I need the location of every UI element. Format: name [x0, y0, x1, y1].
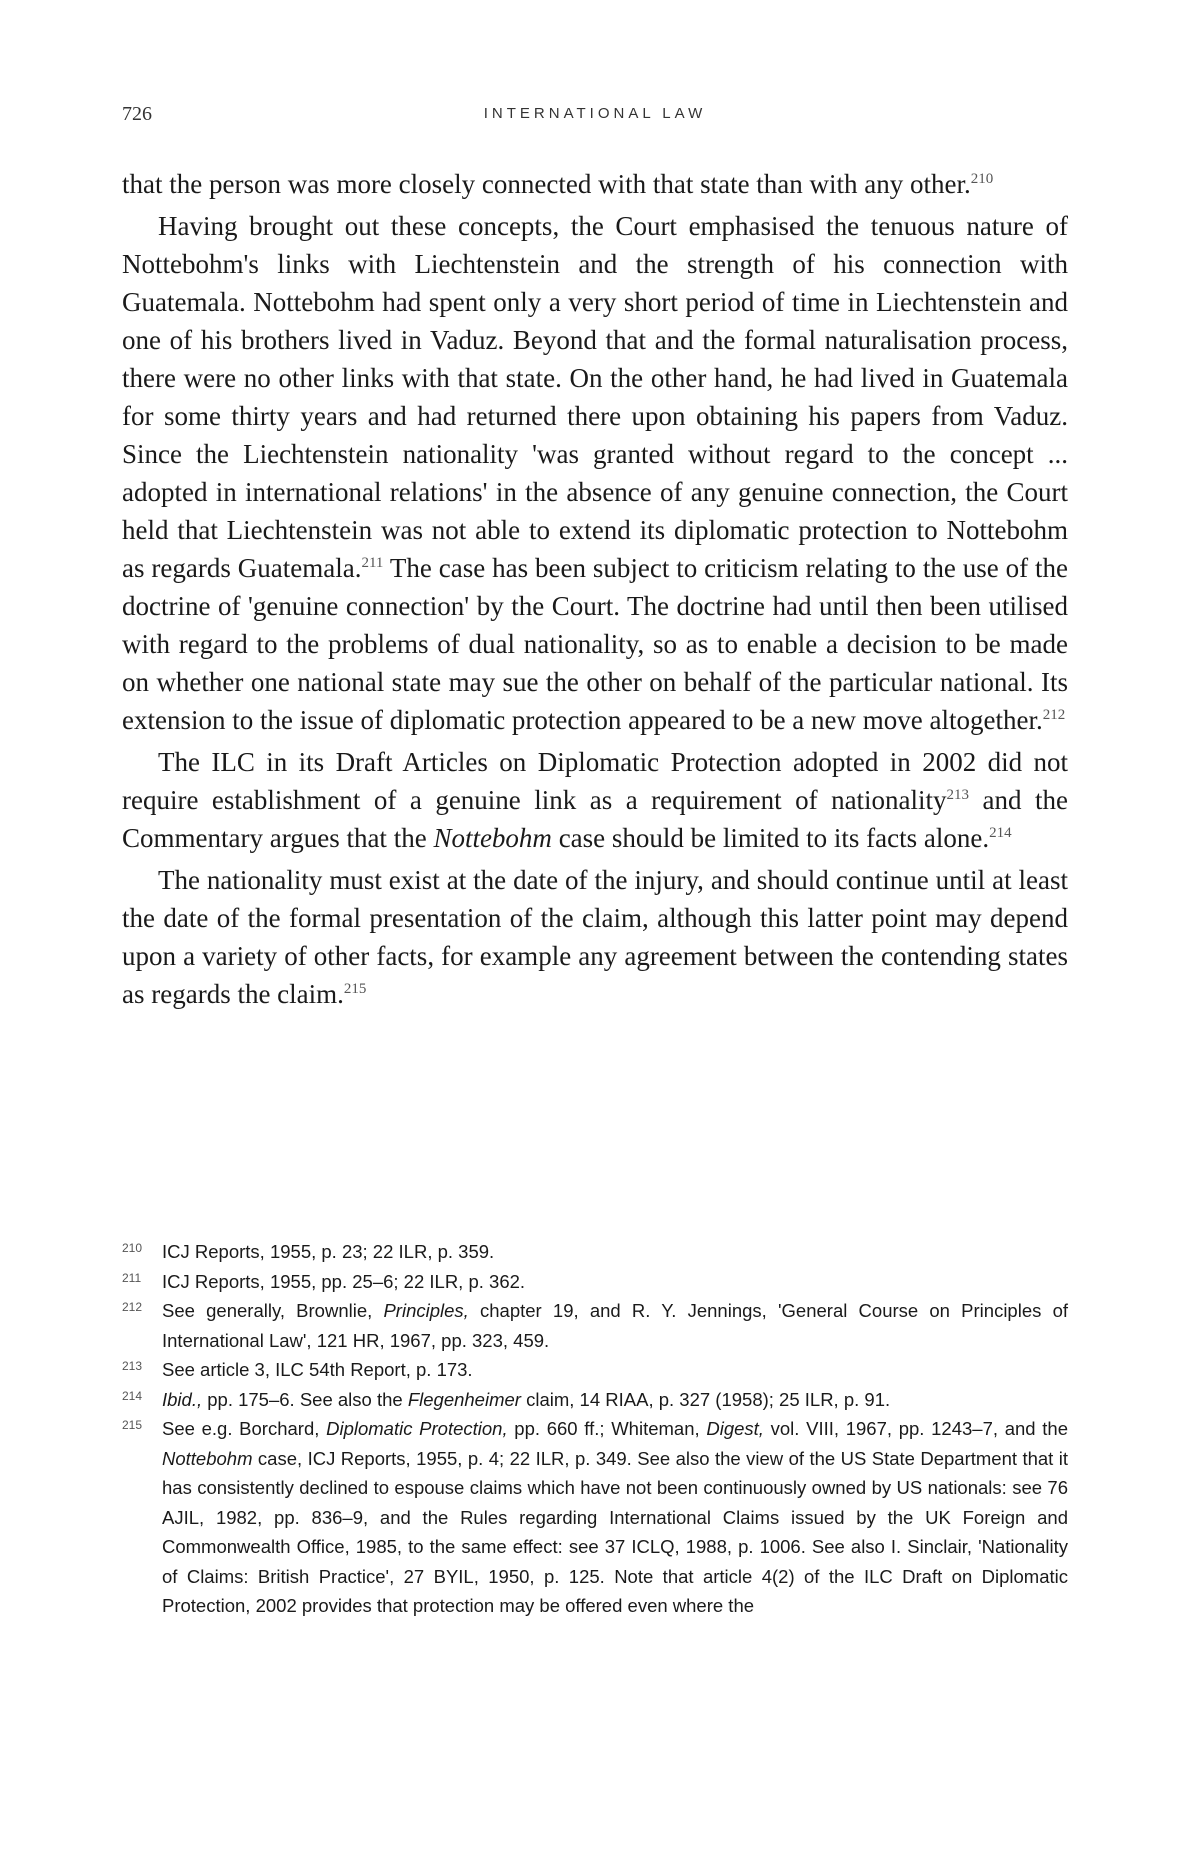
footnote-text: See e.g. Borchard, Diplomatic Protection, pp. 660 ff.; Whiteman, Digest, vol. VIII, 1967, pp. 1243–7, and the Nottebohm case, ICJ Reports, 1955, p. 4; 22 ILR, p. 349. See also the view of the US State Department that it has consistently declined to espouse claims which have not been continuously owned by US nationals: see 76 AJIL, 1982, pp. 836–9, and the Rules regarding International Claims issued by the UK Foreign and Commonwealth Office, 1985, to the same effect: see 37 ICLQ, 1988, p. 1006. See also I. Sinclair, 'Nationality of Claims: British Practice', 27 BYIL, 1950, p. 125. Note that article 4(2) of the ILC Draft on Diplomatic Protection, 2002 provides that protection may be offered even where the [162, 1418, 1068, 1616]
paragraph [122, 861, 1068, 1013]
footnote-number: 212 [122, 1300, 143, 1314]
footnote-number: 211 [122, 1270, 142, 1285]
footnote [122, 1267, 1068, 1297]
footnote-text: ICJ Reports, 1955, p. 23; 22 ILR, p. 359. [162, 1241, 495, 1262]
page-header [122, 103, 1068, 133]
footnote-ref: 213 [946, 787, 970, 803]
footnote [122, 1414, 1068, 1621]
footnote-ref: 211 [361, 555, 384, 571]
paragraph-text: The nationality must exist at the date of the injury, and should continue until at least the date of the formal presentation of the claim, although this latter point may depend upon a variety of other facts, for example any agreement between the contending states as regards the claim. [122, 865, 1068, 1009]
footnote [122, 1355, 1068, 1385]
footnote-ref: 214 [989, 825, 1012, 841]
footnote-number: 210 [122, 1241, 143, 1255]
footnote-ref: 210 [970, 171, 994, 187]
paragraph [122, 207, 1068, 739]
paragraph-text: and the Commentary argues that the [122, 785, 1068, 853]
footnote-text: See generally, Brownlie, Principles, chapter 19, and R. Y. Jennings, 'General Course on Principles of International Law', 121 HR, 1967, pp. 323, 459. [162, 1300, 1068, 1351]
paragraph [122, 743, 1068, 857]
footnotes [122, 1237, 1068, 1621]
paragraph-text: The ILC in its Draft Articles on Diplomatic Protection adopted in 2002 did not require establishment of a genuine link as a requirement of nationality [122, 747, 1068, 815]
paragraph-text: case should be limited to its facts alone. [551, 823, 990, 853]
main-text [122, 165, 1068, 1017]
footnote-text: See article 3, ILC 54th Report, p. 173. [162, 1359, 473, 1380]
footnote [122, 1296, 1068, 1355]
paragraph-text: that the person was more closely connected with that state than with any other. [122, 169, 971, 199]
paragraph-continuation [122, 165, 1068, 203]
footnote-number: 214 [122, 1388, 143, 1403]
footnote-ref: 212 [1042, 707, 1066, 723]
footnote-text: ICJ Reports, 1955, pp. 25–6; 22 ILR, p. 362. [162, 1270, 526, 1292]
page-number: 726 [122, 103, 152, 125]
paragraph-text: Having brought out these concepts, the Court emphasised the tenuous nature of Nottebohm's links with Liechtenstein and the strength of his connection with Guatemala. Nottebohm had spent only a very short period of time in Liechtenstein and one of his brothers lived in Vaduz. Beyond that and the formal naturalisation process, there were no other links with that state. On the other hand, he had lived in Guatemala for some thirty years and had returned there upon obtaining his papers from Vaduz. Since the Liechtenstein nationality 'was granted without regard to the concept ... adopted in international relations' in the absence of any genuine connection, the Court held that Liechtenstein was not able to extend its diplomatic protection to Nottebohm as regards Guatemala. [122, 211, 1068, 583]
paragraph-text: The case has been subject to criticism relating to the use of the doctrine of 'genuine connection' by the Court. The doctrine had until then been utilised with regard to the problems of dual nationality, so as to enable a decision to be made on whether one national state may sue the other on behalf of the particular national. Its extension to the issue of diplomatic protection appeared to be a new move altogether. [122, 553, 1069, 735]
footnote [122, 1237, 1068, 1267]
case-name: Nottebohm [433, 823, 552, 853]
footnote [122, 1385, 1068, 1415]
footnote-ref: 215 [343, 981, 367, 997]
footnote-number: 213 [122, 1359, 143, 1373]
running-head: INTERNATIONAL LAW [483, 105, 707, 122]
footnote-text: Ibid., pp. 175–6. See also the Flegenheimer claim, 14 RIAA, p. 327 (1958); 25 ILR, p. 91. [162, 1388, 891, 1410]
footnote-number: 215 [122, 1418, 143, 1432]
